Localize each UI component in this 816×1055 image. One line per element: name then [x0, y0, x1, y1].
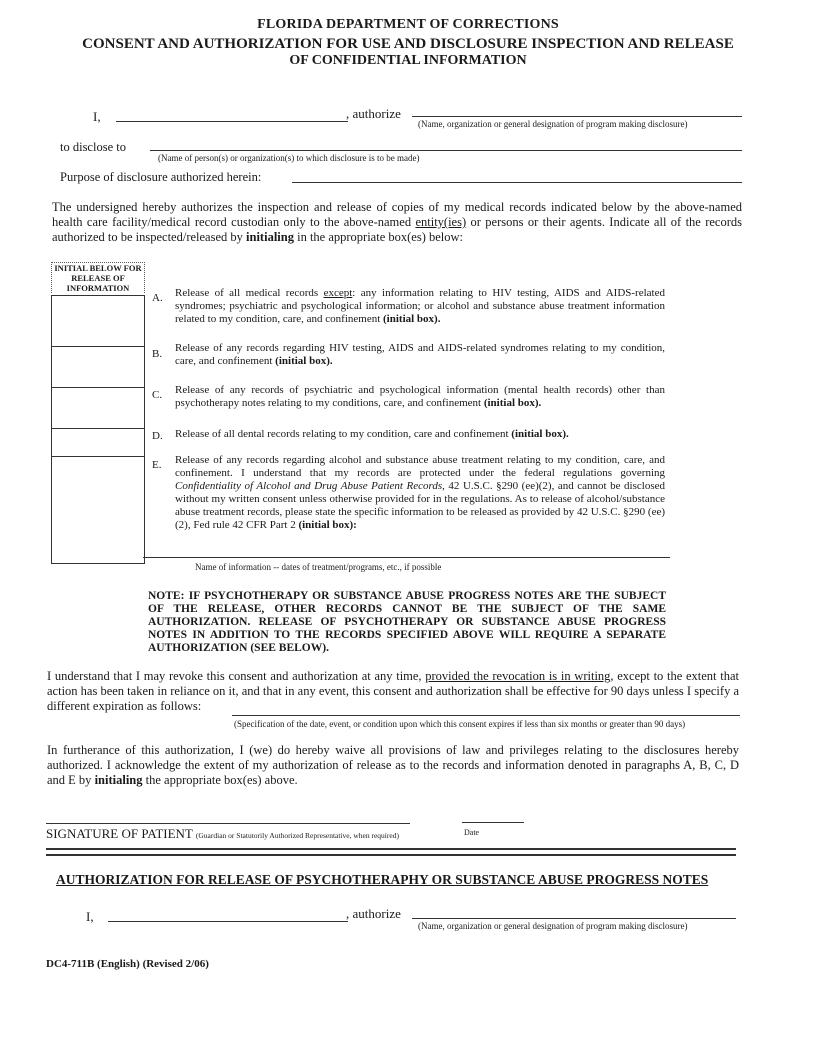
- information-field[interactable]: [143, 557, 670, 558]
- section-divider: [46, 848, 736, 856]
- intro-paragraph: The undersigned hereby authorizes the inspection and release of copies of my medical records indicated below by the above-named health care facility/medical record custodian only to the above-named entity(ies) or persons or their agents. Indicate all of the records authorized to be inspected/released by initialing in the appropriate box(es) below:: [52, 200, 742, 244]
- section2-disclosing-program-caption: (Name, organization or general designation of program making disclosure): [418, 921, 688, 931]
- section2-authorize-label: , authorize: [346, 906, 401, 921]
- expiration-field[interactable]: [232, 715, 740, 716]
- initial-box-c[interactable]: [51, 387, 145, 429]
- item-a-letter: A.: [152, 292, 163, 304]
- item-d-text: Release of all dental records relating to my condition, care and confinement (initial box).: [175, 428, 569, 440]
- signature-date-label: Date: [464, 828, 480, 837]
- item-d-letter: D.: [152, 430, 163, 442]
- item-b-letter: B.: [152, 348, 163, 360]
- recipient-field[interactable]: [150, 150, 742, 151]
- section2-title: AUTHORIZATION FOR RELEASE OF PSYCHOTHERAPHY OR SUBSTANCE ABUSE PROGRESS NOTES: [56, 872, 709, 887]
- section2-i-label: I,: [86, 909, 94, 924]
- psychotherapy-note: NOTE: IF PSYCHOTHERAPY OR SUBSTANCE ABUSE PROGRESS NOTES ARE THE SUBJECT OF THE RELEASE, OTHER RECORDS CANNOT BE THE SUBJECT OF THE SAME AUTHORIZATION. RELEASE OF PSYCHOTHERAPY OR SUBSTANCE ABUSE PROGRESS NOTES IN ADDITION TO THE RECORDS SPECIFIED ABOVE WILL REQUIRE A SEPARATE AUTHORIZATION (SEE BELOW).: [148, 590, 666, 654]
- initial-box-header: INITIAL BELOW FOR RELEASE OF INFORMATION: [51, 262, 145, 293]
- form-number: DC4-711B (English) (Revised 2/06): [46, 958, 209, 970]
- purpose-label: Purpose of disclosure authorized herein:: [60, 170, 262, 184]
- form-title: CONSENT AND AUTHORIZATION FOR USE AND DISCLOSURE INSPECTION AND RELEASE: [82, 36, 734, 52]
- initial-box-b[interactable]: [51, 346, 145, 388]
- initial-box-d[interactable]: [51, 428, 145, 457]
- purpose-field[interactable]: [292, 182, 742, 183]
- information-caption: Name of information -- dates of treatment/programs, etc., if possible: [195, 562, 442, 572]
- item-e-letter: E.: [152, 459, 162, 471]
- form-agency-title: FLORIDA DEPARTMENT OF CORRECTIONS: [257, 17, 559, 32]
- form-subtitle: OF CONFIDENTIAL INFORMATION: [289, 53, 527, 68]
- disclose-to-label: to disclose to: [60, 140, 126, 154]
- item-b-text: Release of any records regarding HIV testing, AIDS and AIDS-related syndromes relating to my condition, care, and confinement (initial box).: [175, 342, 665, 367]
- item-a-text: Release of all medical records except: any information relating to HIV testing, AIDS and AIDS-related syndromes; psychiatric and psychological information; or alcohol and substance abuse treatment information related to my condition, care, and confinement (initial box).: [175, 287, 665, 325]
- authorize-label: , authorize: [346, 106, 401, 121]
- i-label: I,: [93, 109, 101, 124]
- initial-box-a[interactable]: [51, 295, 145, 347]
- item-c-text: Release of any records of psychiatric and psychological information (mental health records) other than psychotherapy notes relating to my conditions, care, and confinement (initial box).: [175, 384, 665, 409]
- item-c-letter: C.: [152, 389, 163, 401]
- revoke-paragraph: I understand that I may revoke this consent and authorization at any time, provided the revocation is in writing, except to the extent that action has been taken in reliance on it, and that in any event, this consent and authorization shall be effective for 90 days unless I specify a different expiration as follows:: [47, 669, 739, 713]
- disclosing-program-caption: (Name, organization or general designation of program making disclosure): [418, 119, 688, 129]
- recipient-caption: (Name of person(s) or organization(s) to which disclosure is to be made): [158, 153, 420, 163]
- expiration-caption: (Specification of the date, event, or condition upon which this consent expires if less than six months or greater than 90 days): [234, 719, 686, 729]
- patient-name-field[interactable]: [116, 121, 348, 122]
- disclosing-program-field[interactable]: [412, 116, 742, 117]
- signature-label: SIGNATURE OF PATIENT (Guardian or Statutorily Authorized Representative, when required): [46, 826, 399, 841]
- signature-field[interactable]: [46, 823, 410, 824]
- waive-paragraph: In furtherance of this authorization, I (we) do hereby waive all provisions of law and privileges relating to the disclosures hereby authorized. I acknowledge the extent of my authorization of release as to the records and information denoted in paragraphs A, B, C, D and E by initialing the appropriate box(es) above.: [47, 743, 739, 787]
- section2-disclosing-program-field[interactable]: [412, 918, 736, 919]
- initial-box-e[interactable]: [51, 456, 145, 564]
- section2-patient-name-field[interactable]: [108, 921, 348, 922]
- signature-date-field[interactable]: [462, 822, 524, 823]
- item-e-text: Release of any records regarding alcohol and substance abuse treatment relating to my condition, care, and confinement. I understand that my records are protected under the federal regulations governing Confidentiality of Alcohol and Drug Abuse Patient Records, 42 U.S.C. §290 (ee)(2), and cannot be disclosed without my written consent unless otherwise provided for in the regulations. As to release of alcohol/substance abuse treatment records, please state the specific information to be released as provided by 42 U.S.C. §290 (ee)(2), Fed rule 42 CFR Part 2 (initial box):: [175, 454, 665, 531]
